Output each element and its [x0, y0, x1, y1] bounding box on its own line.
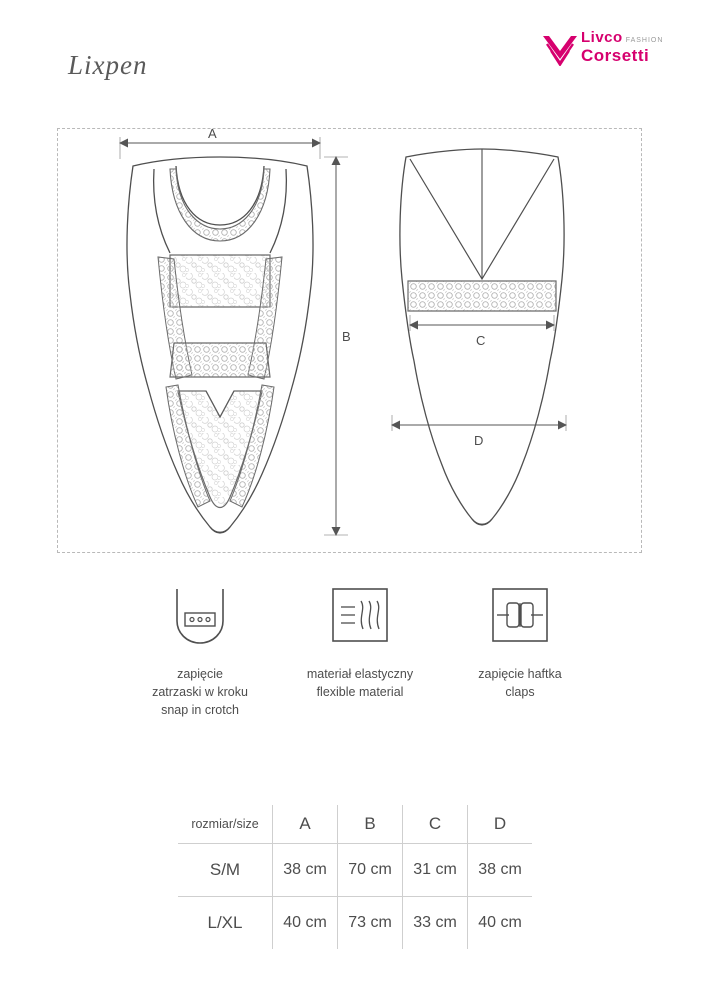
table-header-a: A: [273, 805, 338, 844]
technical-drawing-panel: [57, 128, 642, 553]
cell-lxl-a: 40 cm: [273, 897, 338, 950]
dimension-label-a: A: [208, 129, 217, 141]
garment-technical-drawing: [58, 129, 643, 554]
size-table: [178, 805, 532, 949]
feature-caption-line: flexible material: [316, 685, 404, 700]
feature-caption-line: zapięcie: [177, 667, 223, 681]
feature-caption-line: zatrzaski w kroku: [152, 685, 248, 700]
dimension-label-c: C: [476, 333, 486, 348]
dimension-label-d: D: [474, 433, 484, 448]
feature-caption: [120, 665, 280, 719]
row-label-lxl: L/XL: [178, 897, 273, 950]
brand-logo: [541, 28, 664, 72]
cell-lxl-c: 33 cm: [403, 897, 468, 950]
cell-sm-b: 70 cm: [338, 844, 403, 897]
cell-sm-d: 38 cm: [468, 844, 533, 897]
feature-caption-line: claps: [505, 685, 535, 700]
feature-snap-in-crotch: [120, 585, 280, 719]
feature-claps: [440, 585, 600, 701]
brand-name-bottom: Corsetti: [581, 46, 650, 65]
snap-crotch-icon: [120, 585, 280, 647]
cell-sm-c: 31 cm: [403, 844, 468, 897]
brand-name-top: Livco: [581, 29, 623, 46]
elastic-material-icon: [280, 585, 440, 647]
row-label-sm: S/M: [178, 844, 273, 897]
table-row: [178, 897, 532, 950]
table-header-c: C: [403, 805, 468, 844]
feature-caption-line: materiał elastyczny: [306, 667, 414, 681]
feature-caption: [280, 665, 440, 701]
dimension-label-b: B: [342, 329, 351, 344]
feature-caption: [440, 665, 600, 701]
page-title: Lixpen: [68, 50, 148, 80]
brand-tagline: FASHION: [625, 37, 664, 44]
brand-mark-icon: [541, 32, 579, 66]
cell-lxl-b: 73 cm: [338, 897, 403, 950]
cell-lxl-d: 40 cm: [468, 897, 533, 950]
table-header-size: rozmiar/size: [178, 805, 273, 844]
table-header-d: D: [468, 805, 533, 844]
feature-flexible-material: [280, 585, 440, 701]
feature-caption-line: zapięcie haftka: [478, 667, 562, 681]
table-row: [178, 844, 532, 897]
clasp-icon: [440, 585, 600, 647]
cell-sm-a: 38 cm: [273, 844, 338, 897]
feature-list: [120, 585, 600, 735]
table-header-row: [178, 805, 532, 844]
table-header-b: B: [338, 805, 403, 844]
feature-caption-line: snap in crotch: [161, 703, 239, 718]
